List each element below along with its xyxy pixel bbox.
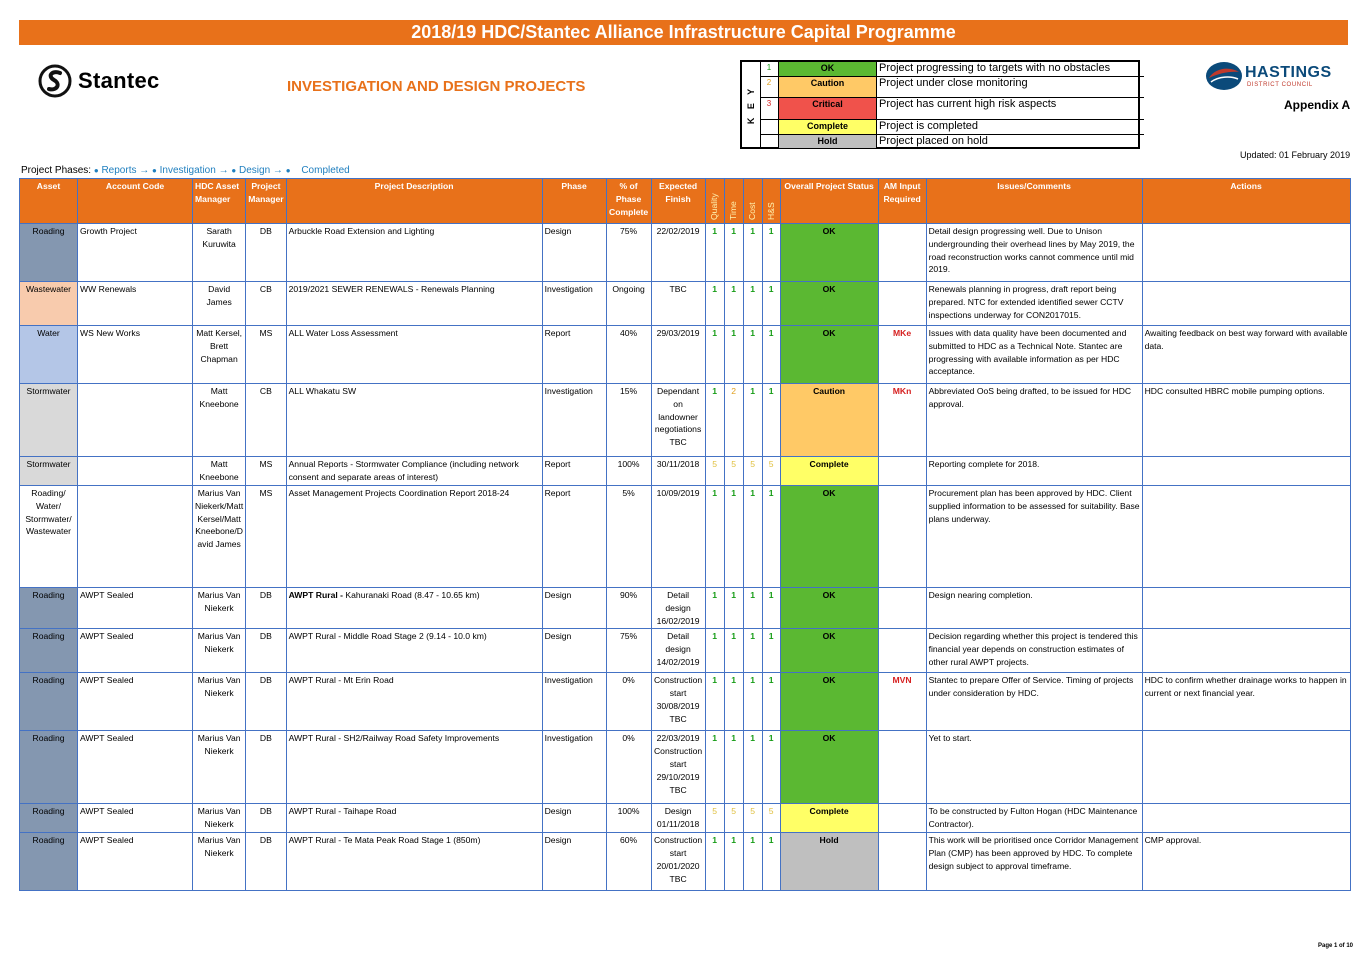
key-row <box>760 98 1144 120</box>
overall-status-cell: Hold <box>780 833 878 891</box>
account-code-cell <box>78 384 193 457</box>
issues-comments-cell: To be constructed by Fulton Hogan (HDC Maintenance Contractor). <box>926 804 1142 833</box>
description-text: Arbuckle Road Extension and Lighting <box>288 226 435 236</box>
asset-cell: Roading <box>20 804 78 833</box>
hs-score: 1 <box>762 588 780 629</box>
time-score: 2 <box>724 384 743 457</box>
time-score: 1 <box>724 326 743 384</box>
quality-score: 1 <box>705 384 724 457</box>
description-text: AWPT Rural - Te Mata Peak Road Stage 1 (850m) <box>288 835 481 846</box>
am-input-cell <box>878 588 926 629</box>
am-input-cell <box>878 804 926 833</box>
am-input-cell: MKe <box>878 326 926 384</box>
cost-score: 1 <box>743 833 762 891</box>
asset-manager-cell: David James <box>193 282 246 326</box>
quality-score: 1 <box>705 486 724 588</box>
key-row <box>760 120 1144 135</box>
hs-score: 1 <box>762 731 780 804</box>
hs-score: 1 <box>762 224 780 282</box>
col-percent-complete: % of Phase Complete <box>606 179 651 224</box>
asset-cell: Roading <box>20 629 78 673</box>
quality-score: 1 <box>705 588 724 629</box>
description-cell <box>286 588 542 629</box>
phase-cell: Design <box>542 588 606 629</box>
description-cell <box>286 629 542 673</box>
quality-score: 1 <box>705 629 724 673</box>
stantec-wordmark: Stantec <box>78 68 160 93</box>
asset-cell: Roading <box>20 833 78 891</box>
hastings-subtitle: DISTRICT COUNCIL <box>1247 82 1313 88</box>
description-cell <box>286 833 542 891</box>
percent-complete-cell: Ongoing <box>606 282 651 326</box>
col-account-code: Account Code <box>78 179 193 224</box>
phase-cell: Investigation <box>542 282 606 326</box>
key-number: 3 <box>760 98 779 119</box>
phase-reports: Reports <box>101 165 137 176</box>
key-row <box>760 77 1144 98</box>
description-text: AWPT Rural - Middle Road Stage 2 (9.14 - 10.0 km) <box>288 631 487 642</box>
actions-cell <box>1142 804 1350 833</box>
hs-score: 1 <box>762 326 780 384</box>
hastings-wordmark: HASTINGS <box>1245 64 1332 81</box>
am-input-cell <box>878 486 926 588</box>
account-code-cell: AWPT Sealed <box>78 673 193 731</box>
expected-finish-cell: Construction start 30/08/2019 TBC <box>651 673 705 731</box>
time-score: 1 <box>724 731 743 804</box>
table-row <box>20 486 1351 588</box>
description-bold-prefix: AWPT Rural - <box>288 590 346 600</box>
time-score: 1 <box>724 673 743 731</box>
asset-cell: Wastewater <box>20 282 78 326</box>
issues-comments-cell: Procurement plan has been approved by HDC. Client supplied information to be assessed for suitability. Base plans underway. <box>926 486 1142 588</box>
account-code-cell: Growth Project <box>78 224 193 282</box>
quality-score: 1 <box>705 326 724 384</box>
overall-status-cell: Complete <box>780 804 878 833</box>
description-cell <box>286 326 542 384</box>
percent-complete-cell: 60% <box>606 833 651 891</box>
expected-finish-cell: 30/11/2018 <box>651 457 705 486</box>
actions-cell <box>1142 457 1350 486</box>
percent-complete-cell: 75% <box>606 629 651 673</box>
dot-icon: ● <box>285 166 291 175</box>
overall-status-cell: OK <box>780 673 878 731</box>
col-hdc-asset-manager: HDC Asset Manager <box>193 179 246 224</box>
description-text: ALL Whakatu SW <box>288 386 357 396</box>
col-expected-finish: Expected Finish <box>651 179 705 224</box>
am-input-cell <box>878 282 926 326</box>
actions-cell <box>1142 486 1350 588</box>
issues-comments-cell: Detail design progressing well. Due to Unison undergrounding their overhead lines by May 2019, the road reconstruction works cannot commence until mid 2019. <box>926 224 1142 282</box>
cost-score: 1 <box>743 282 762 326</box>
status-key <box>740 60 1140 149</box>
actions-cell: CMP approval. <box>1142 833 1350 891</box>
phase-cell: Design <box>542 804 606 833</box>
hs-score: 1 <box>762 629 780 673</box>
expected-finish-cell: Detail design 16/02/2019 <box>651 588 705 629</box>
actions-cell <box>1142 282 1350 326</box>
expected-finish-cell: 29/03/2019 <box>651 326 705 384</box>
account-code-cell: AWPT Sealed <box>78 731 193 804</box>
project-manager-cell: DB <box>246 731 286 804</box>
phase-cell: Investigation <box>542 731 606 804</box>
issues-comments-cell: Decision regarding whether this project is tendered this financial year depends on construction estimates of other rural AWPT projects. <box>926 629 1142 673</box>
account-code-cell <box>78 486 193 588</box>
table-row <box>20 804 1351 833</box>
table-row <box>20 224 1351 282</box>
issues-comments-cell: Reporting complete for 2018. <box>926 457 1142 486</box>
account-code-cell: WS New Works <box>78 326 193 384</box>
description-text: Asset Management Projects Coordination Report 2018-24 <box>288 488 510 498</box>
asset-cell: Roading/ Water/ Stormwater/ Wastewater <box>20 486 78 588</box>
percent-complete-cell: 90% <box>606 588 651 629</box>
description-cell <box>286 673 542 731</box>
phase-cell: Report <box>542 457 606 486</box>
asset-manager-cell: Marius Van Niekerk <box>193 673 246 731</box>
description-text: AWPT Rural - Taihape Road <box>288 806 397 817</box>
actions-cell <box>1142 731 1350 804</box>
asset-manager-cell: Matt Kneebone <box>193 384 246 457</box>
updated-date: Updated: 01 February 2019 <box>1240 150 1351 160</box>
overall-status-cell: OK <box>780 629 878 673</box>
issues-comments-cell: Stantec to prepare Offer of Service. Timing of projects under consideration by HDC. <box>926 673 1142 731</box>
account-code-cell: AWPT Sealed <box>78 804 193 833</box>
description-cell <box>286 384 542 457</box>
col-project-manager: Project Manager <box>246 179 286 224</box>
asset-manager-cell: Marius Van Niekerk <box>193 833 246 891</box>
phase-cell: Design <box>542 224 606 282</box>
percent-complete-cell: 40% <box>606 326 651 384</box>
time-score: 1 <box>724 486 743 588</box>
dot-icon: ● <box>152 166 157 175</box>
quality-score: 1 <box>705 673 724 731</box>
cost-score: 1 <box>743 588 762 629</box>
asset-cell: Roading <box>20 588 78 629</box>
description-cell <box>286 486 542 588</box>
cost-score: 5 <box>743 804 762 833</box>
expected-finish-cell: 22/03/2019 Construction start 29/10/2019 TBC <box>651 731 705 804</box>
col-phase: Phase <box>542 179 606 224</box>
key-status: Critical <box>779 98 877 119</box>
asset-manager-cell: Marius Van Niekerk <box>193 629 246 673</box>
expected-finish-cell: Construction start 20/01/2020 TBC <box>651 833 705 891</box>
project-manager-cell: DB <box>246 673 286 731</box>
quality-score: 1 <box>705 282 724 326</box>
key-number <box>760 120 779 134</box>
asset-manager-cell: Sarath Kuruwita <box>193 224 246 282</box>
cost-score: 1 <box>743 629 762 673</box>
asset-manager-cell: Matt Kneebone <box>193 457 246 486</box>
percent-complete-cell: 0% <box>606 731 651 804</box>
cost-score: 5 <box>743 457 762 486</box>
key-number: 1 <box>760 62 779 76</box>
phase-cell: Investigation <box>542 673 606 731</box>
cost-score: 1 <box>743 326 762 384</box>
am-input-cell <box>878 629 926 673</box>
project-manager-cell: MS <box>246 326 286 384</box>
key-description: Project placed on hold <box>879 135 988 147</box>
arrow-right-icon: → <box>272 165 283 176</box>
overall-status-cell: OK <box>780 486 878 588</box>
cost-score: 1 <box>743 384 762 457</box>
percent-complete-cell: 75% <box>606 224 651 282</box>
am-input-cell <box>878 833 926 891</box>
cost-score: 1 <box>743 486 762 588</box>
asset-manager-cell: Matt Kersel, Brett Chapman <box>193 326 246 384</box>
actions-cell <box>1142 629 1350 673</box>
expected-finish-cell: Design 01/11/2018 <box>651 804 705 833</box>
issues-comments-cell: Yet to start. <box>926 731 1142 804</box>
description-text: ALL Water Loss Assessment <box>288 328 398 338</box>
description-cell <box>286 731 542 804</box>
phase-cell: Report <box>542 326 606 384</box>
col-time: Time <box>724 179 743 224</box>
page-number: Page 1 of 10 <box>1318 943 1354 949</box>
percent-complete-cell: 100% <box>606 457 651 486</box>
percent-complete-cell: 0% <box>606 673 651 731</box>
description-text: AWPT Rural - SH2/Railway Road Safety Improvements <box>288 733 500 744</box>
asset-cell: Roading <box>20 731 78 804</box>
page-banner-title: 2018/19 HDC/Stantec Alliance Infrastructure Capital Programme <box>19 20 1348 45</box>
issues-comments-cell: Abbreviated OoS being drafted, to be issued for HDC approval. <box>926 384 1142 457</box>
percent-complete-cell: 15% <box>606 384 651 457</box>
table-row <box>20 588 1351 629</box>
overall-status-cell: OK <box>780 326 878 384</box>
phase-completed: Completed <box>301 165 350 176</box>
asset-cell: Stormwater <box>20 457 78 486</box>
am-input-cell <box>878 457 926 486</box>
project-manager-cell: CB <box>246 384 286 457</box>
key-row <box>760 135 1144 148</box>
asset-manager-cell: Marius Van Niekerk/Matt Kersel/Matt Kneebone/D avid James <box>193 486 246 588</box>
page-subtitle: INVESTIGATION AND DESIGN PROJECTS <box>287 78 586 95</box>
description-cell <box>286 457 542 486</box>
account-code-cell <box>78 457 193 486</box>
cost-score: 1 <box>743 673 762 731</box>
project-manager-cell: DB <box>246 224 286 282</box>
overall-status-cell: Caution <box>780 384 878 457</box>
table-row <box>20 673 1351 731</box>
asset-cell: Stormwater <box>20 384 78 457</box>
expected-finish-cell: 22/02/2019 <box>651 224 705 282</box>
col-am-input: AM Input Required <box>878 179 926 224</box>
phase-investigation: Investigation <box>159 165 216 176</box>
expected-finish-cell: 10/09/2019 <box>651 486 705 588</box>
key-status: OK <box>779 62 877 76</box>
account-code-cell: AWPT Sealed <box>78 629 193 673</box>
expected-finish-cell: TBC <box>651 282 705 326</box>
asset-cell: Roading <box>20 673 78 731</box>
hs-score: 5 <box>762 457 780 486</box>
table-row <box>20 384 1351 457</box>
hs-score: 1 <box>762 282 780 326</box>
hs-score: 1 <box>762 384 780 457</box>
col-hs: H&S <box>762 179 780 224</box>
time-score: 1 <box>724 629 743 673</box>
cost-score: 1 <box>743 224 762 282</box>
appendix-label: Appendix A <box>1284 98 1351 112</box>
key-status: Hold <box>779 135 877 148</box>
expected-finish-cell: Detail design 14/02/2019 <box>651 629 705 673</box>
project-manager-cell: DB <box>246 588 286 629</box>
stantec-s-icon <box>38 64 72 98</box>
cost-score: 1 <box>743 731 762 804</box>
description-text: 2019/2021 SEWER RENEWALS - Renewals Planning <box>288 284 495 294</box>
hs-score: 1 <box>762 673 780 731</box>
dot-icon: ● <box>231 166 237 175</box>
time-score: 5 <box>724 804 743 833</box>
quality-score: 1 <box>705 731 724 804</box>
description-cell <box>286 224 542 282</box>
col-asset: Asset <box>20 179 78 224</box>
actions-cell <box>1142 588 1350 629</box>
issues-comments-cell: This work will be prioritised once Corridor Management Plan (CMP) has been approved by HDC. To complete design subject to approval timeframe. <box>926 833 1142 891</box>
hs-score: 1 <box>762 486 780 588</box>
project-phases-legend <box>21 165 350 176</box>
quality-score: 5 <box>705 457 724 486</box>
col-quality: Quality <box>705 179 724 224</box>
key-status: Caution <box>779 77 877 97</box>
time-score: 1 <box>724 833 743 891</box>
phase-cell: Design <box>542 833 606 891</box>
key-status: Complete <box>779 120 877 134</box>
project-manager-cell: DB <box>246 629 286 673</box>
hs-score: 5 <box>762 804 780 833</box>
actions-cell: HDC consulted HBRC mobile pumping options. <box>1142 384 1350 457</box>
quality-score: 1 <box>705 224 724 282</box>
account-code-cell: AWPT Sealed <box>78 833 193 891</box>
description-text: Kahuranaki Road (8.47 - 10.65 km) <box>345 590 480 600</box>
table-row <box>20 457 1351 486</box>
stantec-logo <box>38 64 160 98</box>
description-text: AWPT Rural - Mt Erin Road <box>288 675 394 686</box>
project-manager-cell: MS <box>246 457 286 486</box>
quality-score: 5 <box>705 804 724 833</box>
key-description: Project under close monitoring <box>879 77 1028 89</box>
expected-finish-cell: Dependant on landowner negotiations TBC <box>651 384 705 457</box>
quality-score: 1 <box>705 833 724 891</box>
key-description: Project has current high risk aspects <box>879 98 1057 110</box>
key-description: Project progressing to targets with no obstacles <box>879 62 1111 74</box>
hastings-logo <box>1205 60 1345 96</box>
overall-status-cell: Complete <box>780 457 878 486</box>
table-header-row <box>20 179 1351 224</box>
table-row <box>20 326 1351 384</box>
asset-cell: Water <box>20 326 78 384</box>
asset-manager-cell: Marius Van Niekerk <box>193 731 246 804</box>
col-issues-comments: Issues/Comments <box>926 179 1142 224</box>
phase-design: Design <box>239 165 271 176</box>
am-input-cell: MVN <box>878 673 926 731</box>
issues-comments-cell: Issues with data quality have been documented and submitted to HDC as a Technical Note. Stantec are progressing with available information as per HDC acceptance. <box>926 326 1142 384</box>
table-row <box>20 282 1351 326</box>
key-number <box>760 135 779 148</box>
arrow-right-icon: → <box>139 165 150 176</box>
time-score: 1 <box>724 224 743 282</box>
account-code-cell: AWPT Sealed <box>78 588 193 629</box>
col-project-description: Project Description <box>286 179 542 224</box>
am-input-cell <box>878 731 926 804</box>
project-manager-cell: DB <box>246 833 286 891</box>
description-cell <box>286 804 542 833</box>
project-manager-cell: MS <box>246 486 286 588</box>
overall-status-cell: OK <box>780 224 878 282</box>
am-input-cell <box>878 224 926 282</box>
phases-label: Project Phases: <box>21 165 92 176</box>
issues-comments-cell: Renewals planning in progress, draft report being prepared. NTC for extended identified sewer CCTV inspections underway for CON2017015. <box>926 282 1142 326</box>
project-manager-cell: CB <box>246 282 286 326</box>
description-text: Annual Reports - Stormwater Compliance (including network consent and separate areas of interest) <box>288 459 519 482</box>
percent-complete-cell: 100% <box>606 804 651 833</box>
overall-status-cell: OK <box>780 588 878 629</box>
hs-score: 1 <box>762 833 780 891</box>
arrow-right-icon: → <box>218 165 229 176</box>
issues-comments-cell: Design nearing completion. <box>926 588 1142 629</box>
phase-cell: Report <box>542 486 606 588</box>
project-manager-cell: DB <box>246 804 286 833</box>
overall-status-cell: OK <box>780 731 878 804</box>
asset-manager-cell: Marius Van Niekerk <box>193 804 246 833</box>
hastings-emblem-icon <box>1205 60 1243 92</box>
asset-cell: Roading <box>20 224 78 282</box>
actions-cell: Awaiting feedback on best way forward with available data. <box>1142 326 1350 384</box>
actions-cell: HDC to confirm whether drainage works to happen in current or next financial year. <box>1142 673 1350 731</box>
phase-cell: Design <box>542 629 606 673</box>
description-cell <box>286 282 542 326</box>
account-code-cell: WW Renewals <box>78 282 193 326</box>
col-actions: Actions <box>1142 179 1350 224</box>
am-input-cell: MKn <box>878 384 926 457</box>
col-overall-status: Overall Project Status <box>780 179 878 224</box>
table-row <box>20 833 1351 891</box>
time-score: 5 <box>724 457 743 486</box>
asset-manager-cell: Marius Van Niekerk <box>193 588 246 629</box>
table-row <box>20 731 1351 804</box>
key-label: K E Y <box>742 62 761 147</box>
col-cost: Cost <box>743 179 762 224</box>
table-row <box>20 629 1351 673</box>
projects-table <box>19 178 1351 891</box>
key-number: 2 <box>760 77 779 97</box>
percent-complete-cell: 5% <box>606 486 651 588</box>
dot-icon: ● <box>93 166 99 175</box>
time-score: 1 <box>724 588 743 629</box>
time-score: 1 <box>724 282 743 326</box>
phase-cell: Investigation <box>542 384 606 457</box>
actions-cell <box>1142 224 1350 282</box>
key-description: Project is completed <box>879 120 979 132</box>
key-row <box>760 62 1144 77</box>
overall-status-cell: OK <box>780 282 878 326</box>
